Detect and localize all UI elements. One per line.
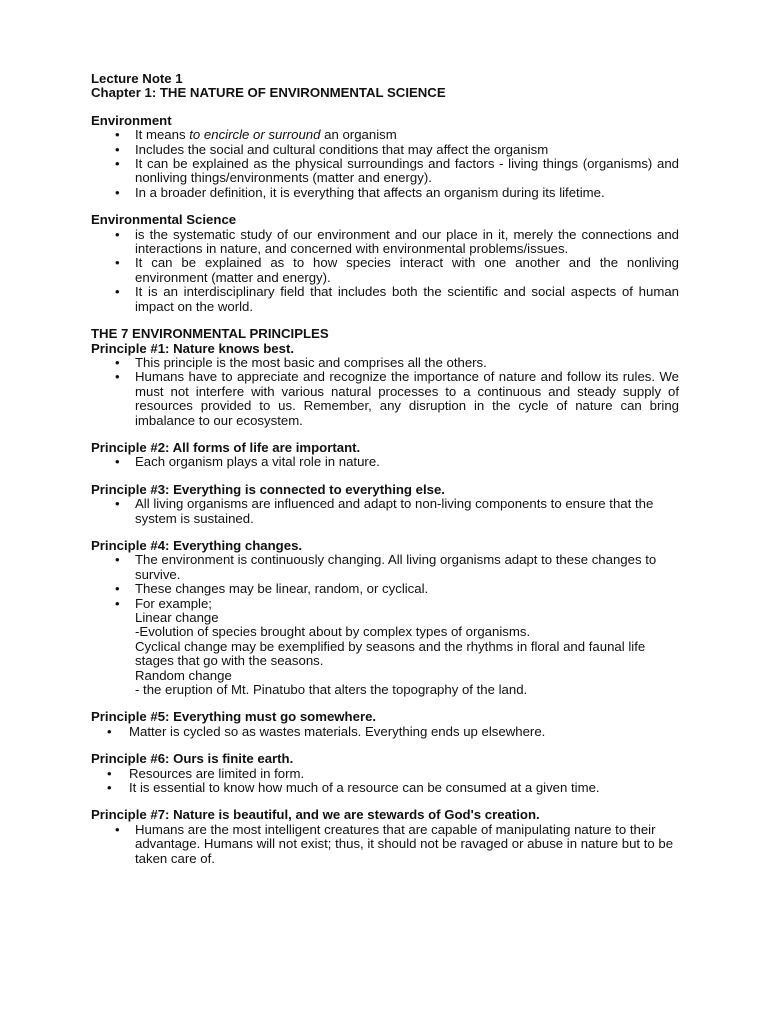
principle-7-list bbox=[91, 823, 679, 866]
spacer bbox=[91, 470, 679, 483]
list-item: • All living organisms are influenced and adapt to non-living components to ensure that the system is sustained. bbox=[91, 497, 679, 526]
principle-6-list bbox=[91, 767, 679, 796]
envsci-heading: Environmental Science bbox=[91, 212, 237, 228]
principle-5-title: Principle #5: Everything must go somewhere. bbox=[91, 709, 377, 725]
linear-change-label: Linear change bbox=[135, 610, 219, 625]
spacer bbox=[91, 428, 679, 441]
cyclical-change-text: Cyclical change may be exemplified by seasons and the rhythms in floral and faunal life stages that go with the seasons. bbox=[135, 638, 646, 669]
list-item: • In a broader definition, it is everything that affects an organism during its lifetime. bbox=[91, 186, 679, 200]
principle-1-title: Principle #1: Nature knows best. bbox=[91, 340, 295, 356]
list-item: • Humans have to appreciate and recognize the importance of nature and follow its rules. We must not interfere with various natural processes to a continuous and steady supply of resources provided to us. Remember, any disruption in the cycle of nature can bring imbalance to our ecosystem. bbox=[91, 370, 679, 428]
envsci-list bbox=[91, 228, 679, 314]
principle-5-list bbox=[91, 725, 679, 739]
lecture-title: Lecture Note 1 bbox=[91, 71, 183, 86]
random-change-label: Random change bbox=[135, 667, 232, 683]
principle-7-title: Principle #7: Nature is beautiful, and we are stewards of God's creation. bbox=[91, 807, 540, 823]
list-item: • Each organism plays a vital role in nature. bbox=[91, 455, 679, 469]
list-item: • These changes may be linear, random, or cyclical. bbox=[91, 582, 679, 596]
list-item: • This principle is the most basic and comprises all the others. bbox=[91, 356, 679, 370]
principle-4-title: Principle #4: Everything changes. bbox=[91, 537, 303, 553]
principle-4-list bbox=[91, 553, 679, 697]
linear-change-example: -Evolution of species brought about by complex types of organisms. bbox=[135, 624, 531, 640]
principles-heading: THE 7 ENVIRONMENTAL PRINCIPLES bbox=[91, 326, 329, 342]
principle-3-title: Principle #3: Everything is connected to everything else. bbox=[91, 481, 445, 497]
principle-6-title: Principle #6: Ours is finite earth. bbox=[91, 751, 294, 767]
list-item bbox=[91, 128, 679, 142]
list-item: • It can be explained as to how species interact with one another and the nonliving environment (matter and energy). bbox=[91, 256, 679, 285]
environment-b1-emphasis: to encircle or surround bbox=[189, 127, 321, 143]
document-page bbox=[91, 72, 679, 866]
list-item: • The environment is continuously changing. All living organisms adapt to these changes to survive. bbox=[91, 553, 679, 582]
chapter-title: Chapter 1: THE NATURE OF ENVIRONMENTAL SCIENCE bbox=[91, 85, 446, 101]
list-item: • Humans are the most intelligent creatures that are capable of manipulating nature to their advantage. Humans will not exist; thus, it should not be ravaged or abuse in nature but to be taken care of. bbox=[91, 823, 679, 866]
principle-2-list bbox=[91, 455, 679, 469]
principle-1-list bbox=[91, 356, 679, 428]
random-change-example: - the eruption of Mt. Pinatubo that alters the topography of the land. bbox=[135, 682, 528, 698]
list-item: • It is an interdisciplinary field that includes both the scientific and social aspects of human impact on the world. bbox=[91, 285, 679, 314]
spacer bbox=[91, 101, 679, 114]
list-item: • Resources are limited in form. bbox=[91, 767, 679, 781]
list-item: • Includes the social and cultural conditions that may affect the organism bbox=[91, 143, 679, 157]
principle-3-list bbox=[91, 497, 679, 526]
principle-2-title: Principle #2: All forms of life are important. bbox=[91, 439, 361, 455]
environment-list bbox=[91, 128, 679, 200]
list-item: • It can be explained as the physical surroundings and factors - living things (organisms) and nonliving things/environments (matter and energy). bbox=[91, 157, 679, 186]
list-item: • is the systematic study of our environment and our place in it, merely the connections and interactions in nature, and concerned with environmental problems/issues. bbox=[91, 228, 679, 257]
list-item bbox=[91, 597, 679, 698]
environment-b1-post: an organism bbox=[320, 127, 397, 143]
example-intro: • For example; bbox=[135, 595, 212, 611]
environment-b1-pre: It means bbox=[135, 127, 190, 143]
environment-heading: Environment bbox=[91, 112, 172, 128]
list-item: • Matter is cycled so as wastes materials. Everything ends up elsewhere. bbox=[91, 725, 679, 739]
list-item: • It is essential to know how much of a resource can be consumed at a given time. bbox=[91, 781, 679, 795]
